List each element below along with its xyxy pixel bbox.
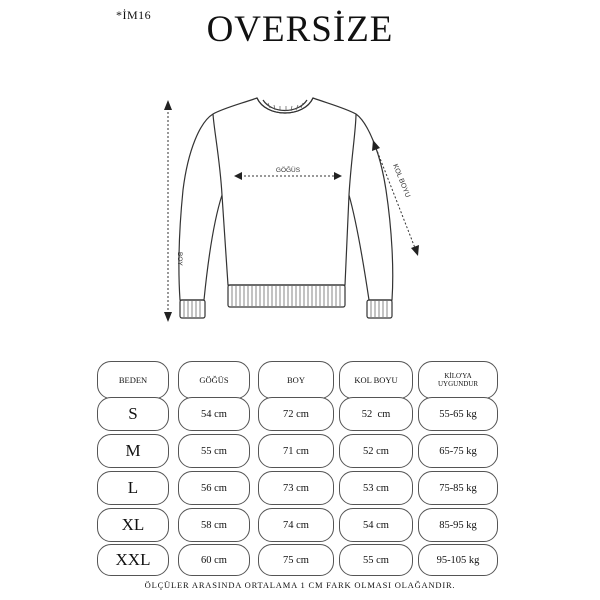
size-cell: S [97, 397, 169, 431]
weight-cell: 95-105 kg [418, 544, 498, 576]
chest-cell: 54 cm [178, 397, 250, 431]
length-cell: 74 cm [258, 508, 334, 542]
length-label: BOY [176, 252, 183, 266]
product-code: *İM16 [116, 8, 152, 22]
header-gogus: GÖĞÜS [178, 361, 250, 399]
neck-rib [257, 98, 313, 113]
chest-cell: 56 cm [178, 471, 250, 505]
length-cell: 72 cm [258, 397, 334, 431]
sleeve-cell: 52 cm [339, 434, 413, 468]
sleeve-cell: 55 cm [339, 544, 413, 576]
footer-note: ÖLÇÜLER ARASINDA ORTALAMA 1 CM FARK OLMASI OLAĞANDIR. [144, 580, 456, 590]
sleeve-cell: 53 cm [339, 471, 413, 505]
header-kol-boyu: KOL BOYU [339, 361, 413, 399]
waist-rib [228, 285, 345, 307]
sleeve-cell: 54 cm [339, 508, 413, 542]
size-cell: M [97, 434, 169, 468]
header-boy: BOY [258, 361, 334, 399]
sleeve-label: KOL BOYU [391, 163, 411, 199]
chest-cell: 60 cm [178, 544, 250, 576]
weight-cell: 65-75 kg [418, 434, 498, 468]
sleeve-cell: 52 cm [339, 397, 413, 431]
size-cell: XXL [97, 544, 169, 576]
size-cell: L [97, 471, 169, 505]
chest-label: GÖĞÜS [275, 167, 301, 174]
weight-cell: 85-95 kg [418, 508, 498, 542]
chest-cell: 55 cm [178, 434, 250, 468]
weight-cell: 75-85 kg [418, 471, 498, 505]
header-beden: BEDEN [97, 361, 169, 399]
chest-cell: 58 cm [178, 508, 250, 542]
sweatshirt-diagram [150, 80, 450, 340]
page-title: OVERSİZE [206, 9, 394, 50]
length-cell: 75 cm [258, 544, 334, 576]
size-cell: XL [97, 508, 169, 542]
header-kilo: KİLO'YA UYGUNDUR [418, 361, 498, 399]
weight-cell: 55-65 kg [418, 397, 498, 431]
length-cell: 71 cm [258, 434, 334, 468]
length-cell: 73 cm [258, 471, 334, 505]
sweatshirt-body [179, 98, 393, 300]
